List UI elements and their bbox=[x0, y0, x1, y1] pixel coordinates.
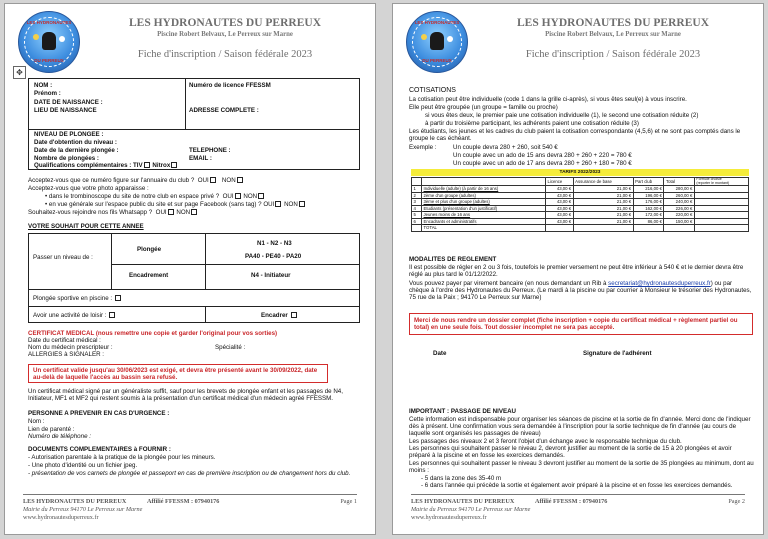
checkbox-whatsapp-non[interactable] bbox=[191, 209, 197, 215]
label-dob: DATE DE NAISSANCE : bbox=[34, 99, 103, 106]
cert-allergies: ALLERGIES à SIGNALER : bbox=[28, 351, 104, 358]
page-1 bbox=[4, 3, 376, 535]
table-row: 1 Individuelle (adulte) (à partir de 16 ans) 43,00 € 21,00 € 216,00 € 280,00 € bbox=[412, 186, 749, 193]
tarifs-header-row bbox=[412, 178, 749, 186]
encadrer-row: Encadrer bbox=[261, 312, 298, 319]
form-title: Fiche d'inscription / Saison fédérale 2023 bbox=[137, 49, 313, 60]
label-nom: NOM : bbox=[34, 82, 53, 89]
tarifs-head: Assurance de base bbox=[573, 178, 633, 186]
label-nombre: Nombre de plongées : bbox=[34, 155, 99, 162]
plongee-label: Plongée bbox=[137, 246, 162, 253]
label-pob: LIEU DE NAISSANCE bbox=[34, 107, 97, 114]
form-title: Fiche d'inscription / Saison fédérale 2023 bbox=[525, 49, 701, 60]
table-row: 6 Encadrants et administratifs 43,00 € 21,00 € 86,00 € 150,00 € bbox=[412, 218, 749, 225]
table-row: 2 2ème d'un groupe (adultes) 43,00 € 21,00 € 196,00 € 260,00 € bbox=[412, 192, 749, 199]
checkbox-sportive[interactable] bbox=[115, 295, 121, 301]
cert-title: CERTIFICAT MEDICAL (nous remettre une copie et garder l'original pour vos sorties) bbox=[28, 330, 278, 337]
docs-title: DOCUMENTS COMPLEMENTAIRES à FOURNIR : bbox=[28, 446, 171, 453]
label-email: EMAIL : bbox=[189, 155, 212, 162]
checkbox-photo-a-non[interactable] bbox=[258, 193, 264, 199]
club-title: LES HYDRONAUTES DU PERREUX bbox=[516, 17, 709, 29]
footer-page: Page 1 bbox=[340, 498, 357, 505]
urgence-tel: Numéro de téléphone : bbox=[28, 433, 91, 440]
passage-line: - 6 dans l'année qui précède la sortie et également avoir préparé à la piscine et en fosse les exercices demandés. bbox=[421, 482, 733, 489]
footer-affilie: Affilié FFESSM : 07940176 bbox=[535, 498, 608, 505]
date-label: Date bbox=[433, 350, 447, 357]
urgence-lien: Lien de parenté : bbox=[28, 426, 75, 433]
cotisations-a: si vous êtes deux, le premier paie une cotisation individuelle (1), le second une cotisation réduite (2) bbox=[425, 112, 699, 119]
footer-mairie: Mairie du Perreux 94170 Le Perreux sur Marne bbox=[23, 506, 143, 513]
table-row: TOTAL bbox=[412, 225, 749, 232]
urgence-nom: Nom : bbox=[28, 418, 45, 425]
label-prenom: Prénom : bbox=[34, 90, 61, 97]
checkbox-photo-a-oui[interactable] bbox=[235, 193, 241, 199]
exemple-line: Un couple avec un ado de 15 ans devra 280 + 260 + 220 = 780 € bbox=[453, 152, 632, 159]
table-row: 4 Etudiants (présentation d'un justificatif) 43,00 € 21,00 € 162,00 € 226,00 € bbox=[412, 205, 749, 212]
table-row: 5 Jeunes moins de 16 ans 43,00 € 21,00 € 172,00 € 220,00 € bbox=[412, 212, 749, 219]
cotisations-b: à partir du troisième participant, les adhérents paient une cotisation réduite (3) bbox=[425, 120, 639, 127]
label-licence: Numéro de licence FFESSM bbox=[189, 82, 271, 89]
club-logo: LES HYDRONAUTES DU PERREUX bbox=[18, 11, 80, 73]
passage-title: IMPORTANT : PASSAGE DE NIVEAU bbox=[409, 408, 517, 415]
encadrement-label: Encadrement bbox=[129, 272, 169, 279]
q-whatsapp: Souhaitez-vous rejoindre nos fils Whatsapp ? OUI NON bbox=[28, 209, 198, 216]
sportive-row: Plongée sportive en piscine : bbox=[33, 295, 122, 302]
checkbox-encadrer[interactable] bbox=[291, 312, 297, 318]
cotisations-line: La cotisation peut être individuelle (code 1 dans la grille ci-après), si vous êtes seul(e) à vous inscrire. bbox=[409, 96, 687, 103]
checkbox-loisir[interactable] bbox=[109, 312, 115, 318]
club-logo: LES HYDRONAUTES DU PERREUX bbox=[406, 11, 468, 73]
cert-paragraph: Un certificat médical signé par un généraliste suffit, sauf pour les brevets de plongée enfant et les passages de N4, Initiateur, MF1 et MF2 qui restent soumis à la présentation d'un certificat médical d'un médecin agréé FFESSM. bbox=[28, 388, 343, 403]
exemple-line: Un couple devra 280 + 260, soit 540 € bbox=[453, 144, 558, 151]
passage-line: Les personnes qui souhaitent passer le niveau 2, devront justifier au moment de la sortie de 15 à 20 plongées et avoir préparé à la piscine et en fosse les exercices demandés. bbox=[409, 445, 732, 460]
tarifs-head: Total bbox=[664, 178, 694, 186]
tarif-total-cell[interactable] bbox=[694, 225, 748, 232]
label-niveau: NIVEAU DE PLONGEE : bbox=[34, 131, 104, 138]
identity-box bbox=[28, 78, 360, 170]
docs-item: - Autorisation parentale à la pratique de la plongée pour les mineurs. bbox=[28, 454, 216, 461]
cert-warning: Un certificat valide jusqu'au 30/06/2023 est exigé, et devra être présenté avant le 30/09/2022, date au-delà de laquelle l'accès au bassin sera refusé. bbox=[33, 367, 318, 382]
tarifs-head: Part club bbox=[633, 178, 664, 186]
souhait-table bbox=[28, 233, 360, 323]
label-qualifs: Qualifications complémentaires : TIV Nitrox bbox=[34, 162, 178, 169]
q-photo-a: • dans le trombinoscope du site de notre club en espace privé ? OUI NON bbox=[45, 193, 265, 200]
cert-medecin: Nom du médecin prescripteur : bbox=[28, 344, 113, 351]
label-tel: TELEPHONE : bbox=[189, 147, 231, 154]
pool-subtitle: Piscine Robert Belvaux, Le Perreux sur Marne bbox=[157, 31, 293, 38]
passage-line: Cette information est indispensable pour organiser les séances de piscine et la sortie de fin d'année. Merci donc de l'indiquer dès à présent. Une confirmation vous sera demandée à l'inscription pour la sortie technique de fin d'année (au cours de laquelle sont organisés les passages de niveau) bbox=[409, 416, 751, 438]
q-annuaire: Acceptez-vous que ce numéro figure sur l'annuaire du club ? OUI NON bbox=[28, 177, 244, 184]
q-photo-b: • en vue générale sur l'espace public du site et sur page Facebook (sans tag) ? OUI NON bbox=[45, 201, 306, 208]
passage-line: Les passages des niveaux 2 et 3 feront l'objet d'un échange avec le responsable technique du club. bbox=[409, 438, 682, 445]
label-derniere: Date de la dernière plongée : bbox=[34, 147, 119, 154]
checkbox-photo-b-non[interactable] bbox=[299, 201, 305, 207]
exemple-line: Un couple avec un ado de 17 ans devra 280 + 260 + 180 = 780 € bbox=[453, 160, 632, 167]
checkbox-photo-b-oui[interactable] bbox=[275, 201, 281, 207]
tarifs-title: TARIFS 2022/2023 bbox=[411, 169, 749, 176]
docs-item: - présentation de vos carnets de plongée et passeport en cas de première inscription ou de changement hors du club. bbox=[28, 470, 351, 477]
cert-specialite: Spécialité : bbox=[215, 344, 246, 351]
cert-date: Date du certificat médical : bbox=[28, 337, 101, 344]
modalites-2: Vous pouvez payer par virement bancaire (en nous demandant un Rib à secretariat@hydronautesduperreux.fr) ou par chèque à l'ordre des Hydronautes du Perreux. (Le mardi à la piscine ou par courrier à Monsieur le trésorier des Hydronautes, 75 rue de la Paix ; 94170 Le Perreux sur Marne) bbox=[409, 280, 752, 302]
checkbox-annuaire-oui[interactable] bbox=[210, 177, 216, 183]
loisir-row: Avoir une activité de loisir : bbox=[33, 312, 116, 319]
label-adresse: ADRESSE COMPLETE : bbox=[189, 107, 259, 114]
urgence-title: PERSONNE A PREVENIR EN CAS D'URGENCE : bbox=[28, 410, 170, 417]
move-handle-icon[interactable]: ✥ bbox=[13, 66, 26, 79]
souhait-title: VOTRE SOUHAIT POUR CETTE ANNEE bbox=[28, 223, 144, 230]
footer-page: Page 2 bbox=[728, 498, 745, 505]
tarifs-head: Licence bbox=[546, 178, 574, 186]
cert-warning-box bbox=[28, 364, 328, 383]
niveau-pa-pe-options[interactable]: PA40 - PE40 - PA20 bbox=[245, 253, 302, 260]
footer-site: www.hydronautesduperreux.fr bbox=[23, 514, 99, 521]
footer bbox=[411, 494, 745, 521]
tarifs-table bbox=[411, 177, 749, 232]
footer-club: LES HYDRONAUTES DU PERREUX bbox=[411, 498, 515, 505]
table-row: 3 3ème et plus d'un groupe (adultes) 43,00 € 21,00 € 176,00 € 240,00 € bbox=[412, 199, 749, 206]
footer-mairie: Mairie du Perreux 94170 Le Perreux sur Marne bbox=[411, 506, 531, 513]
pool-subtitle: Piscine Robert Belvaux, Le Perreux sur Marne bbox=[545, 31, 681, 38]
merci-box bbox=[409, 313, 753, 335]
page-2 bbox=[392, 3, 764, 535]
club-title: LES HYDRONAUTES DU PERREUX bbox=[128, 17, 321, 29]
q-photo: Acceptez-vous que votre photo apparaisse : bbox=[28, 185, 149, 192]
encadrement-options[interactable]: N4 - Initiateur bbox=[251, 272, 291, 279]
label-obtention: Date d'obtention du niveau : bbox=[34, 139, 117, 146]
checkbox-annuaire-non[interactable] bbox=[237, 177, 243, 183]
footer-affilie: Affilié FFESSM : 07940176 bbox=[147, 498, 220, 505]
modalites-title: MODALITES DE REGLEMENT bbox=[409, 256, 497, 263]
signature-label: Signature de l'adhérent bbox=[583, 350, 652, 357]
footer bbox=[23, 494, 357, 521]
docs-item: - Une photo d'identité ou un fichier jpeg. bbox=[28, 462, 138, 469]
modalites-1: Il est possible de régler en 2 ou 3 fois, toutefois le premier versement ne peut être inférieur à 540 € et le dernier devra être réglé au plus tard le 01/12/2022. bbox=[409, 264, 744, 279]
cotisations-title: COTISATIONS bbox=[409, 87, 456, 94]
checkbox-nitrox[interactable] bbox=[171, 162, 177, 168]
footer-club: LES HYDRONAUTES DU PERREUX bbox=[23, 498, 127, 505]
tarifs-head: Formule choisie (reporter le montant) bbox=[694, 178, 748, 186]
passage-line: - 5 dans la zone des 35-40 m bbox=[421, 475, 502, 482]
passage-line: Les personnes qui souhaitent passer le niveau 3 devront justifier au moment de la sortie de 35 plongées au minimum, dont au moins : bbox=[409, 460, 754, 475]
checkbox-tiv[interactable] bbox=[144, 162, 150, 168]
passer-label: Passer un niveau de : bbox=[33, 254, 93, 261]
exemple-label: Exemple : bbox=[409, 144, 437, 151]
footer-site: www.hydronautesduperreux.fr bbox=[411, 514, 487, 521]
checkbox-whatsapp-oui[interactable] bbox=[168, 209, 174, 215]
niveau-n1-n3-options[interactable]: N1 - N2 - N3 bbox=[257, 240, 292, 247]
secretariat-email-link[interactable]: secretariat@hydronautesduperreux.fr bbox=[608, 280, 711, 287]
cotisations-c: Les étudiants, les jeunes et les cadres du club paient la cotisation correspondante (4,5,6) et ne sont pas comptés dans le groupe le cas échéant. bbox=[409, 128, 741, 143]
cotisations-line: Elle peut être groupée (un groupe = famille ou proche) bbox=[409, 104, 558, 111]
merci-text: Merci de nous rendre un dossier complet (fiche inscription + copie du certificat médical + règlement partiel ou total) en une seule fois. Tout dossier incomplet ne sera pas accepté. bbox=[414, 317, 738, 332]
